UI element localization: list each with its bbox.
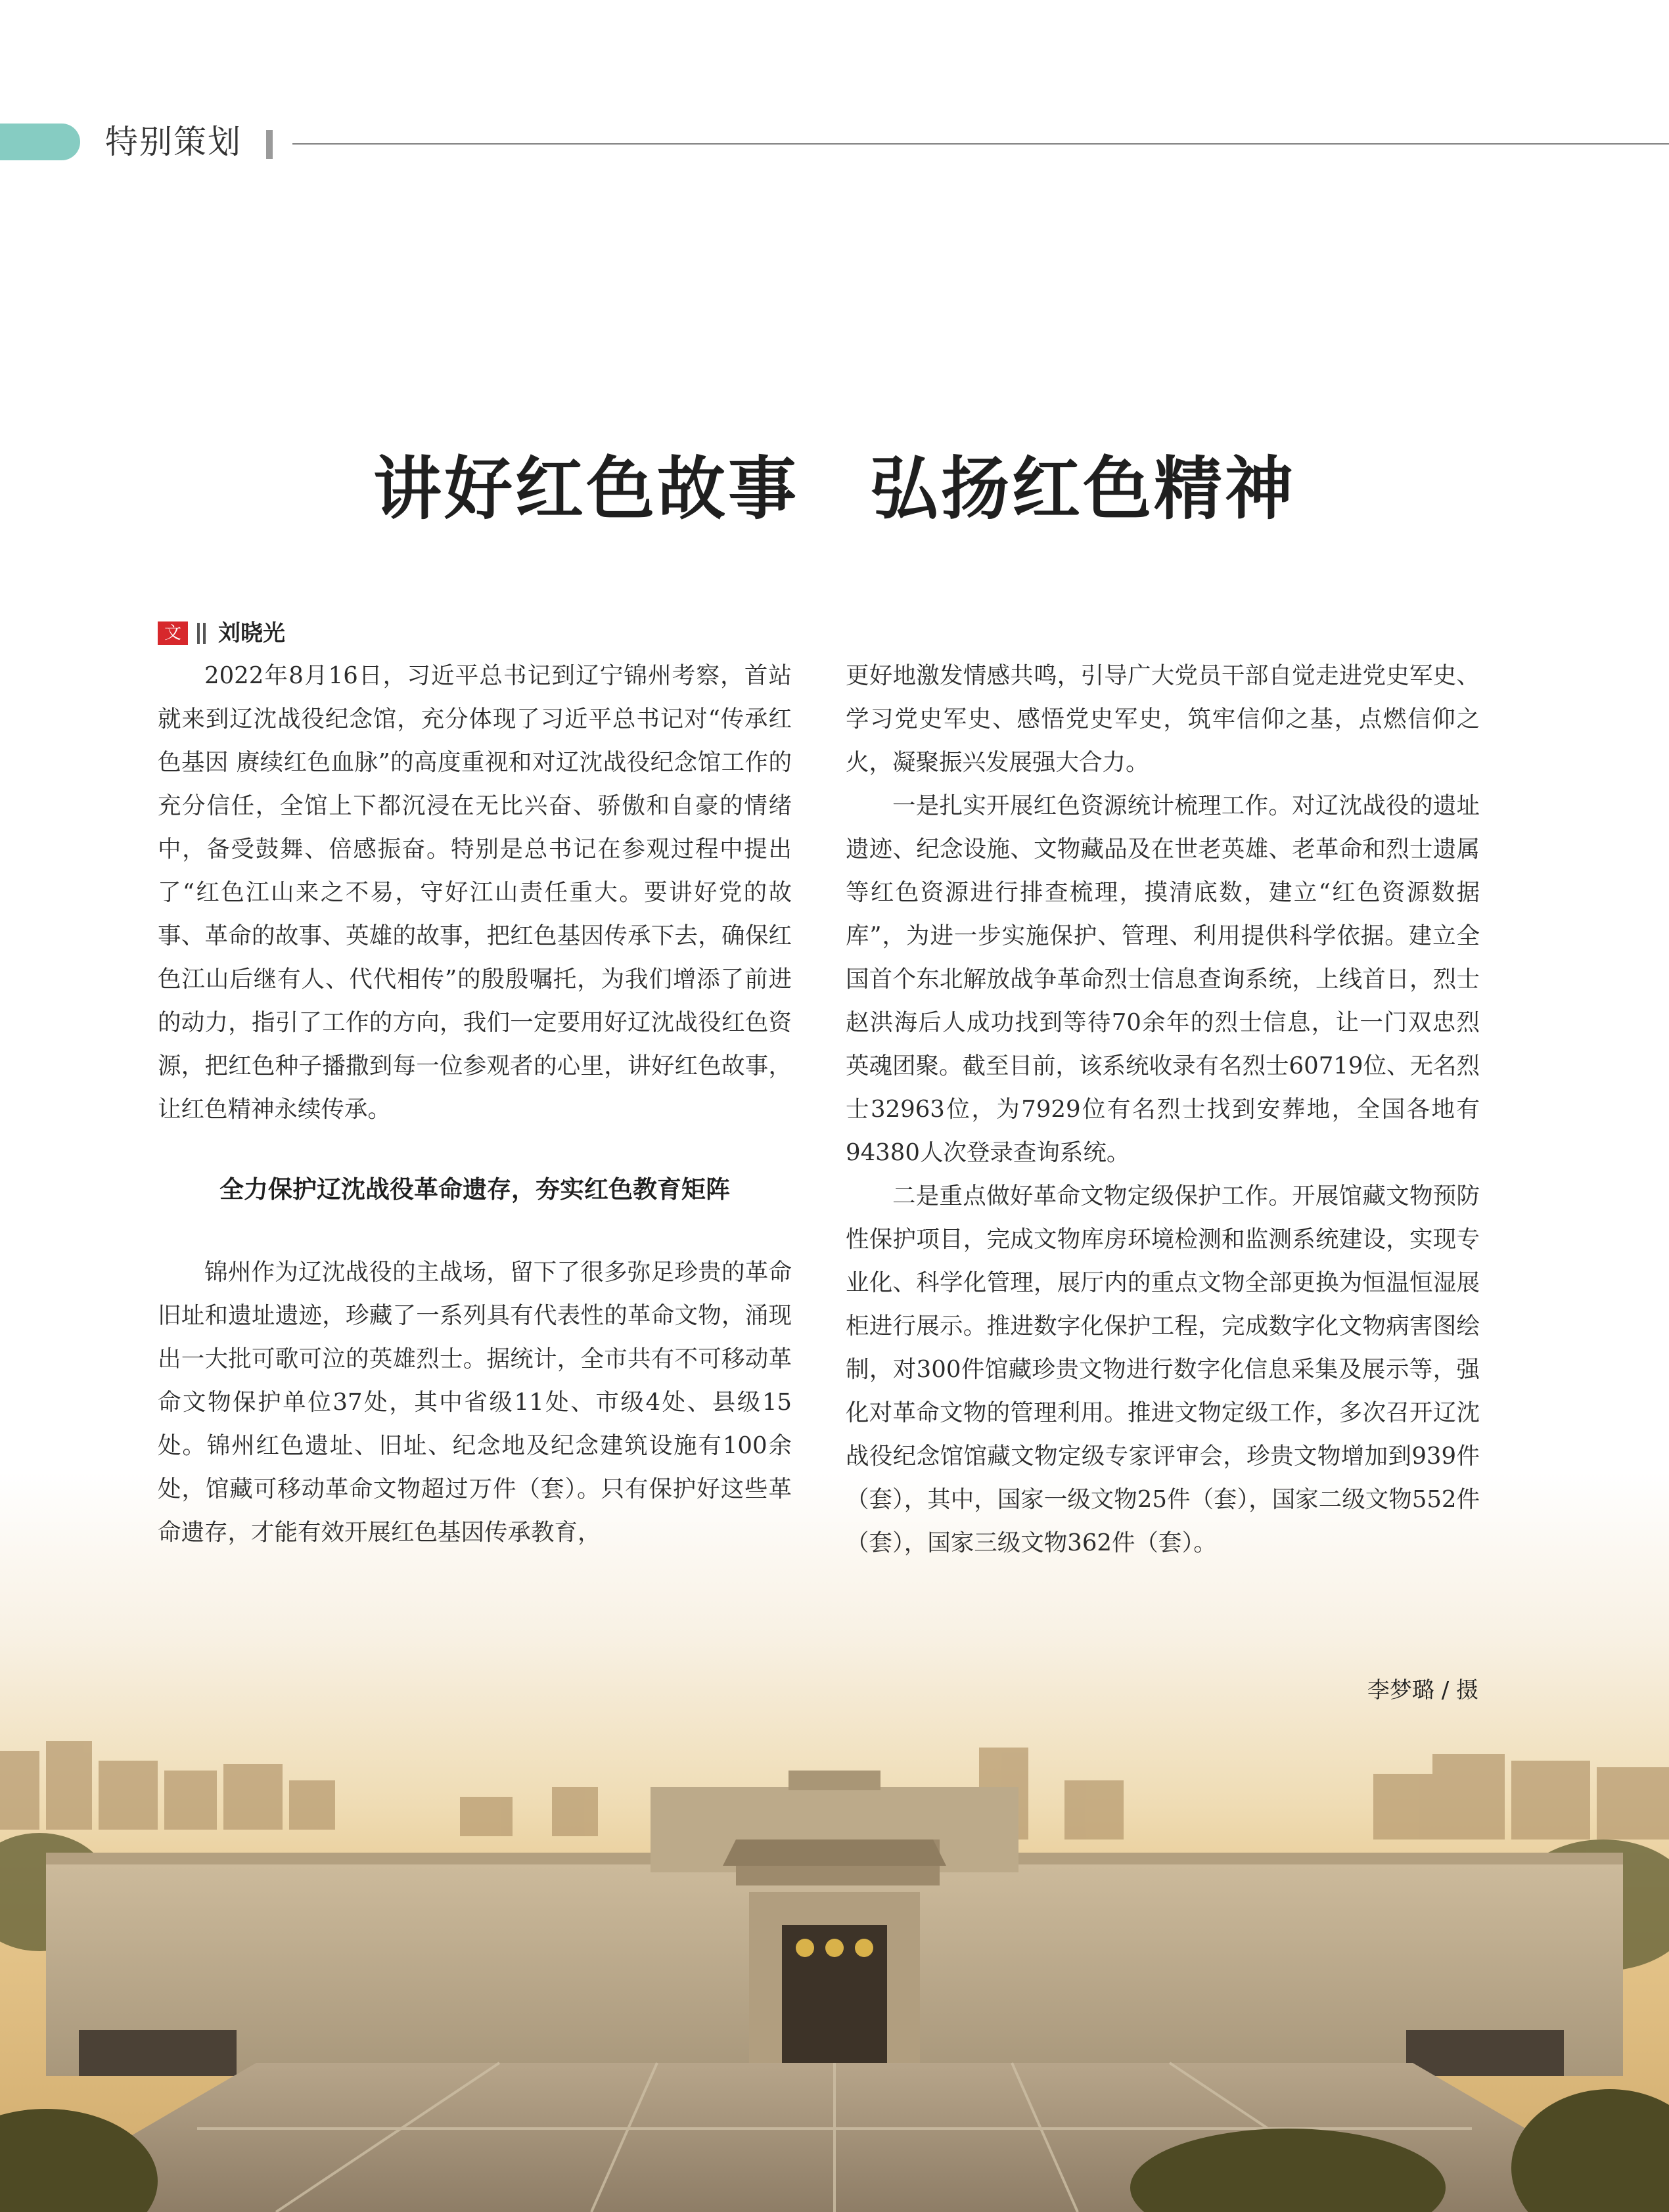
author-icon: 文 xyxy=(158,621,188,645)
paragraph: 更好地激发情感共鸣，引导广大党员干部自觉走进党史军史、学习党史军史、感悟党史军史，筑牢信仰之基，点燃信仰之火，凝聚振兴发展强大合力。 xyxy=(846,662,1480,776)
paragraph: 一是扎实开展红色资源统计梳理工作。对辽沈战役的遗址遗迹、纪念设施、文物藏品及在世老英雄、老革命和烈士遗属等红色资源进行排查梳理，摸清底数，建立“红色资源数据库”，为进一步实施保护、管理、利用提供科学依据。建立全国首个东北解放战争革命烈士信息查询系统，上线首日，烈士赵洪海后人成功找到等待70余年的烈士信息，让一门双忠烈英魂团聚。截至目前，该系统收录有名烈士60719位、无名烈士32963位，为7929位有名烈士找到安葬地，全国各地有94380人次登录查询系统。 xyxy=(846,792,1480,1166)
page-title: 讲好红色故事 弘扬红色精神 xyxy=(373,449,1296,529)
section-label: 特别策划 xyxy=(105,123,242,161)
paragraph: 二是重点做好革命文物定级保护工作。开展馆藏文物预防性保护项目，完成文物库房环境检测和监测系统建设，实现专业化、科学化管理，展厅内的重点文物全部更换为恒温恒湿展柜进行展示。推进数字化保护工程，完成数字化文物病害图绘制，对300件馆藏珍贵文物进行数字化信息采集及展示等，强化对革命文物的管理利用。推进文物定级工作，多次召开辽沈战役纪念馆馆藏文物定级专家评审会，珍贵文物增加到939件（套），其中，国家一级文物25件（套），国家二级文物552件（套），国家三级文物362件（套）。 xyxy=(846,1183,1480,1556)
photo-credit: 李梦璐 / 摄 xyxy=(1367,1677,1478,1704)
author-name: 刘晓光 xyxy=(218,620,285,646)
section-subheading: 全力保护辽沈战役革命遗存，夯实红色教育矩阵 xyxy=(219,1175,730,1204)
left-column xyxy=(158,654,792,1554)
paragraph: 锦州作为辽沈战役的主战场，留下了很多弥足珍贵的革命旧址和遗址遗迹，珍藏了一系列具有代表性的革命文物，涌现出一大批可歌可泣的英雄烈士。据统计，全市共有不可移动革命文物保护单位37处，其中省级11处、市级4处、县级15处。锦州红色遗址、旧址、纪念地及纪念建筑设施有100余处，馆藏可移动革命文物超过万件（套）。只有保护好这些革命遗存，才能有效开展红色基因传承教育， xyxy=(158,1259,792,1546)
memorial-hall-photo xyxy=(0,1472,1669,2212)
section-divider-bar xyxy=(266,130,273,159)
section-tab xyxy=(0,124,80,160)
paragraph: 2022年8月16日，习近平总书记到辽宁锦州考察，首站就来到辽沈战役纪念馆，充分体现了习近平总书记对“传承红色基因 赓续红色血脉”的高度重视和对辽沈战役纪念馆工作的充分信任，全馆上下都沉浸在无比兴奋、骄傲和自豪的情绪中，备受鼓舞、倍感振奋。特别是总书记在参观过程中提出了“红色江山来之不易，守好江山责任重大。要讲好党的故事、革命的故事、英雄的故事，把红色基因传承下去，确保红色江山后继有人、代代相传”的殷殷嘱托，为我们增添了前进的动力，指引了工作的方向，我们一定要用好辽沈战役红色资源，把红色种子播撒到每一位参观者的心里，讲好红色故事，让红色精神永续传承。 xyxy=(158,662,792,1123)
header-rule xyxy=(292,143,1669,145)
byline-separator xyxy=(197,623,206,644)
right-column xyxy=(846,654,1480,1565)
